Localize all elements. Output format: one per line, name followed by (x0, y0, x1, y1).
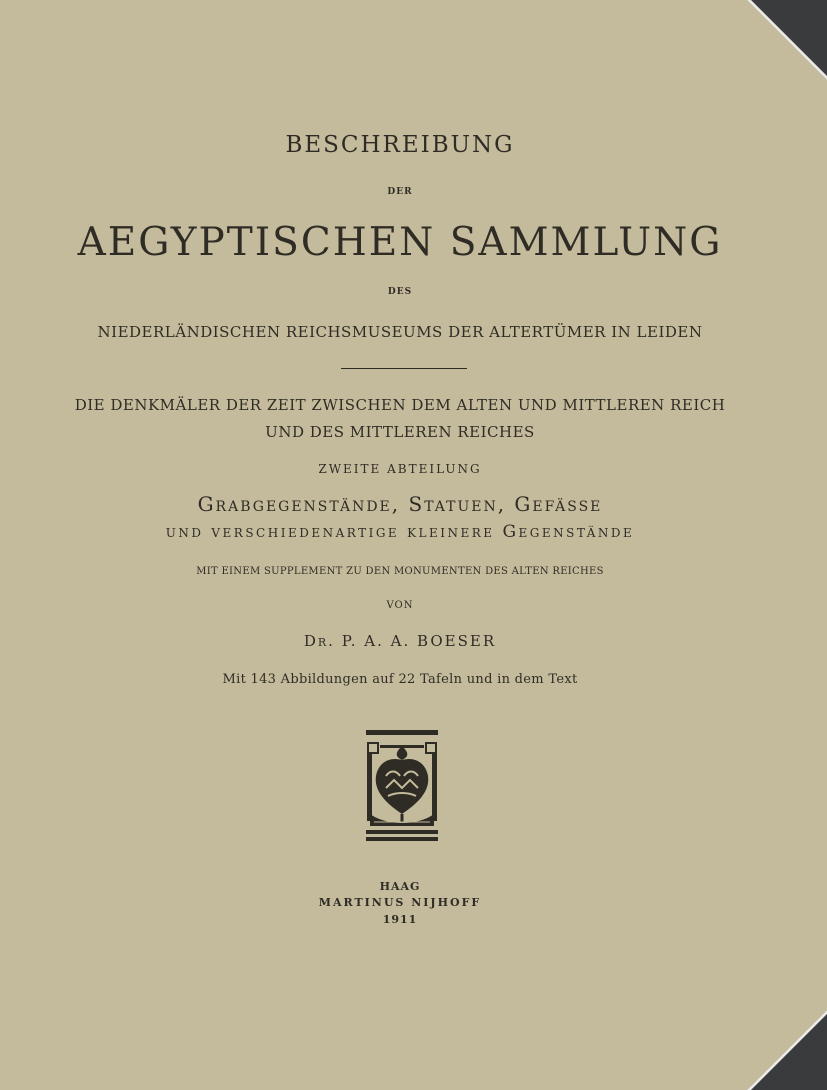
section-title-1: Grabgegenstände, Statuen, Gefässe (197, 492, 603, 516)
illustrations-note: Mit 143 Abbildungen auf 22 Tafeln und in dem Text (222, 672, 578, 687)
publisher-city: HAAG (379, 880, 421, 893)
subject-line-1: DIE DENKMÄLER DER ZEIT ZWISCHEN DEM ALTEN UND MITTLEREN REICH (74, 396, 726, 414)
section-label: ZWEITE ABTEILUNG (318, 462, 482, 476)
publication-year: 1911 (382, 913, 418, 926)
divider-rule (341, 368, 467, 369)
museum-name: NIEDERLÄNDISCHEN REICHSMUSEUMS DER ALTERTÜMER IN LEIDEN (97, 323, 703, 341)
title-line-des: DES (387, 287, 413, 297)
publisher-name: MARTINUS NIJHOFF (318, 896, 482, 909)
bottom-right-corner-mark (747, 1010, 827, 1090)
supplement-note: MIT EINEM SUPPLEMENT ZU DEN MONUMENTEN DES ALTEN REICHES (196, 566, 604, 577)
top-right-corner-mark (747, 0, 827, 80)
subject-line-2: UND DES MITTLEREN REICHES (265, 423, 535, 441)
title-line-beschreibung: BESCHREIBUNG (285, 132, 515, 158)
title-line-der: DER (387, 187, 413, 197)
section-title-2: und verschiedenartige kleinere Gegenstände (165, 522, 635, 542)
author-name: Dr. P. A. A. BOESER (303, 632, 497, 650)
publisher-emblem-icon (366, 730, 438, 842)
by-label: VON (386, 600, 414, 611)
main-title: AEGYPTISCHEN SAMMLUNG (77, 220, 723, 265)
